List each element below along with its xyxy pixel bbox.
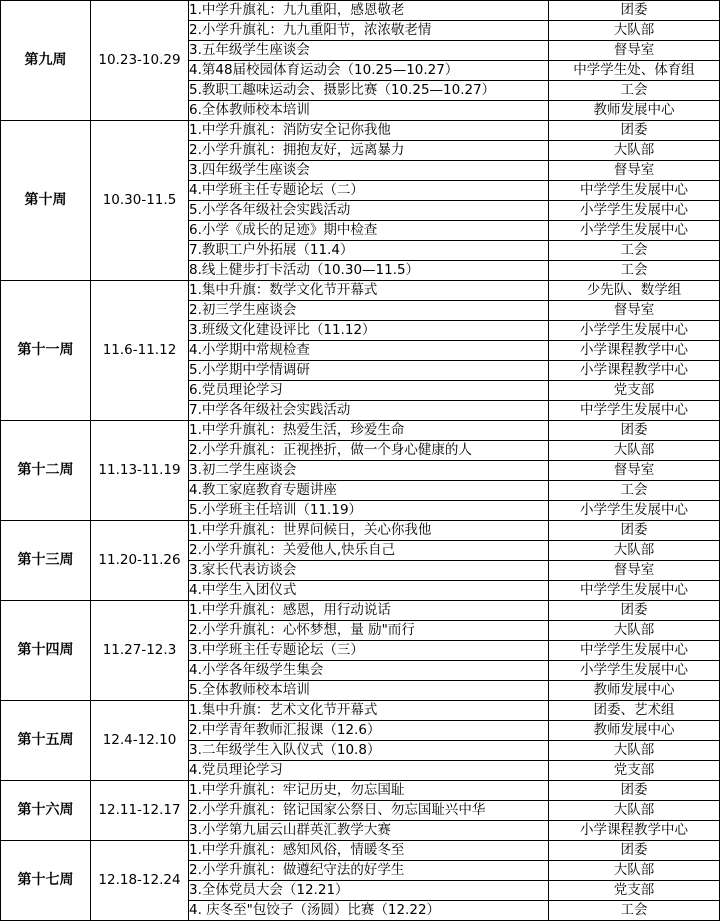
week-dates: 11.6-11.12 (91, 281, 189, 421)
activity-cell: 2.小学升旗礼：铭记国家公祭日、勿忘国耻兴中华 (189, 801, 549, 821)
department-cell: 教师发展中心 (549, 101, 720, 121)
department-cell: 督导室 (549, 301, 720, 321)
department-cell: 工会 (549, 241, 720, 261)
activity-cell: 3.四年级学生座谈会 (189, 161, 549, 181)
activity-cell: 1.中学升旗礼：感恩，用行动说话 (189, 601, 549, 621)
department-cell: 小学学生发展中心 (549, 221, 720, 241)
activity-cell: 3.初二学生座谈会 (189, 461, 549, 481)
week-label: 第十一周 (1, 281, 91, 421)
department-cell: 小学课程教学中心 (549, 341, 720, 361)
week-dates: 10.23-10.29 (91, 1, 189, 121)
department-cell: 小学课程教学中心 (549, 361, 720, 381)
activity-cell: 6.小学《成长的足迹》期中检查 (189, 221, 549, 241)
week-label: 第十六周 (1, 781, 91, 841)
department-cell: 小学学生发展中心 (549, 321, 720, 341)
department-cell: 团委 (549, 601, 720, 621)
department-cell: 小学学生发展中心 (549, 661, 720, 681)
department-cell: 大队部 (549, 441, 720, 461)
activity-cell: 1.集中升旗：数学文化节开幕式 (189, 281, 549, 301)
department-cell: 党支部 (549, 381, 720, 401)
activity-cell: 4.教工家庭教育专题讲座 (189, 481, 549, 501)
activity-cell: 1.中学升旗礼：九九重阳，感恩敬老 (189, 1, 549, 21)
activity-cell: 2.初三学生座谈会 (189, 301, 549, 321)
table-row (1, 1, 720, 21)
department-cell: 少先队、数学组 (549, 281, 720, 301)
table-row (1, 281, 720, 301)
activity-cell: 5.小学各年级社会实践活动 (189, 201, 549, 221)
week-label: 第十四周 (1, 601, 91, 701)
department-cell: 工会 (549, 81, 720, 101)
week-label: 第十三周 (1, 521, 91, 601)
table-row (1, 841, 720, 861)
week-label: 第十七周 (1, 841, 91, 921)
activity-cell: 4.小学各年级学生集会 (189, 661, 549, 681)
week-dates: 12.18-12.24 (91, 841, 189, 921)
activity-cell: 4.中学生入团仪式 (189, 581, 549, 601)
department-cell: 团委 (549, 841, 720, 861)
activity-cell: 1.中学升旗礼：感知风俗，情暖冬至 (189, 841, 549, 861)
week-label: 第十五周 (1, 701, 91, 781)
activity-cell: 1.集中升旗：艺术文化节开幕式 (189, 701, 549, 721)
department-cell: 团委、艺术组 (549, 701, 720, 721)
department-cell: 大队部 (549, 861, 720, 881)
activity-cell: 2.小学升旗礼：关爱他人,快乐自己 (189, 541, 549, 561)
activity-cell: 2.小学升旗礼：正视挫折，做一个身心健康的人 (189, 441, 549, 461)
department-cell: 督导室 (549, 461, 720, 481)
department-cell: 中学学生发展中心 (549, 641, 720, 661)
department-cell: 大队部 (549, 541, 720, 561)
table-row (1, 521, 720, 541)
department-cell: 党支部 (549, 761, 720, 781)
department-cell: 大队部 (549, 621, 720, 641)
activity-cell: 1.中学升旗礼：消防安全记你我他 (189, 121, 549, 141)
week-label: 第十周 (1, 121, 91, 281)
department-cell: 党支部 (549, 881, 720, 901)
week-dates: 10.30-11.5 (91, 121, 189, 281)
activity-cell: 3.班级文化建设评比（11.12） (189, 321, 549, 341)
activity-cell: 3.二年级学生入队仪式（10.8） (189, 741, 549, 761)
department-cell: 团委 (549, 781, 720, 801)
activity-cell: 2.小学升旗礼：心怀梦想，量 励"而行 (189, 621, 549, 641)
activity-cell: 2.中学青年教师汇报课（12.6） (189, 721, 549, 741)
week-label: 第十二周 (1, 421, 91, 521)
activity-cell: 8.线上健步打卡活动（10.30—11.5） (189, 261, 549, 281)
department-cell: 督导室 (549, 561, 720, 581)
department-cell: 团委 (549, 421, 720, 441)
activity-cell: 3.中学班主任专题论坛（三） (189, 641, 549, 661)
activity-cell: 3.五年级学生座谈会 (189, 41, 549, 61)
department-cell: 教师发展中心 (549, 721, 720, 741)
department-cell: 大队部 (549, 741, 720, 761)
week-label: 第九周 (1, 1, 91, 121)
week-dates: 11.13-11.19 (91, 421, 189, 521)
table-row (1, 701, 720, 721)
activity-cell: 4.中学班主任专题论坛（二） (189, 181, 549, 201)
activity-cell: 7.教职工户外拓展（11.4） (189, 241, 549, 261)
activity-cell: 2.小学升旗礼：拥抱友好，远离暴力 (189, 141, 549, 161)
week-dates: 12.11-12.17 (91, 781, 189, 841)
activity-cell: 1.中学升旗礼：牢记历史，勿忘国耻 (189, 781, 549, 801)
department-cell: 小学课程教学中心 (549, 821, 720, 841)
activity-cell: 7.中学各年级社会实践活动 (189, 401, 549, 421)
department-cell: 大队部 (549, 141, 720, 161)
activity-cell: 5.教职工趣味运动会、摄影比赛（10.25—10.27） (189, 81, 549, 101)
department-cell: 小学学生发展中心 (549, 501, 720, 521)
schedule-body (1, 1, 720, 921)
table-row (1, 601, 720, 621)
department-cell: 督导室 (549, 161, 720, 181)
department-cell: 中学学生发展中心 (549, 401, 720, 421)
department-cell: 教师发展中心 (549, 681, 720, 701)
activity-cell: 4.第48届校园体育运动会（10.25—10.27） (189, 61, 549, 81)
department-cell: 工会 (549, 261, 720, 281)
department-cell: 工会 (549, 901, 720, 921)
department-cell: 团委 (549, 1, 720, 21)
activity-cell: 1.中学升旗礼：热爱生活，珍爱生命 (189, 421, 549, 441)
week-dates: 11.27-12.3 (91, 601, 189, 701)
week-dates: 11.20-11.26 (91, 521, 189, 601)
department-cell: 小学学生发展中心 (549, 201, 720, 221)
table-row (1, 421, 720, 441)
department-cell: 大队部 (549, 801, 720, 821)
department-cell: 团委 (549, 521, 720, 541)
activity-cell: 4.党员理论学习 (189, 761, 549, 781)
department-cell: 中学学生发展中心 (549, 581, 720, 601)
activity-cell: 1.中学升旗礼：世界问候日，关心你我他 (189, 521, 549, 541)
activity-cell: 6.党员理论学习 (189, 381, 549, 401)
activity-cell: 6.全体教师校本培训 (189, 101, 549, 121)
table-row (1, 121, 720, 141)
department-cell: 大队部 (549, 21, 720, 41)
table-row (1, 781, 720, 801)
department-cell: 中学学生发展中心 (549, 181, 720, 201)
activity-cell: 5.全体教师校本培训 (189, 681, 549, 701)
activity-cell: 3.全体党员大会（12.21） (189, 881, 549, 901)
activity-cell: 2.小学升旗礼：做遵纪守法的好学生 (189, 861, 549, 881)
department-cell: 督导室 (549, 41, 720, 61)
activity-cell: 2.小学升旗礼：九九重阳节，浓浓敬老情 (189, 21, 549, 41)
department-cell: 中学学生处、体育组 (549, 61, 720, 81)
activity-cell: 3.家长代表访谈会 (189, 561, 549, 581)
activity-cell: 4. 庆冬至"包饺子（汤圆）比赛（12.22） (189, 901, 549, 921)
activity-cell: 4.小学期中常规检查 (189, 341, 549, 361)
activity-cell: 5.小学班主任培训（11.19） (189, 501, 549, 521)
department-cell: 团委 (549, 121, 720, 141)
activity-cell: 3.小学第九届云山群英汇教学大赛 (189, 821, 549, 841)
week-dates: 12.4-12.10 (91, 701, 189, 781)
department-cell: 工会 (549, 481, 720, 501)
activity-cell: 5.小学期中学情调研 (189, 361, 549, 381)
